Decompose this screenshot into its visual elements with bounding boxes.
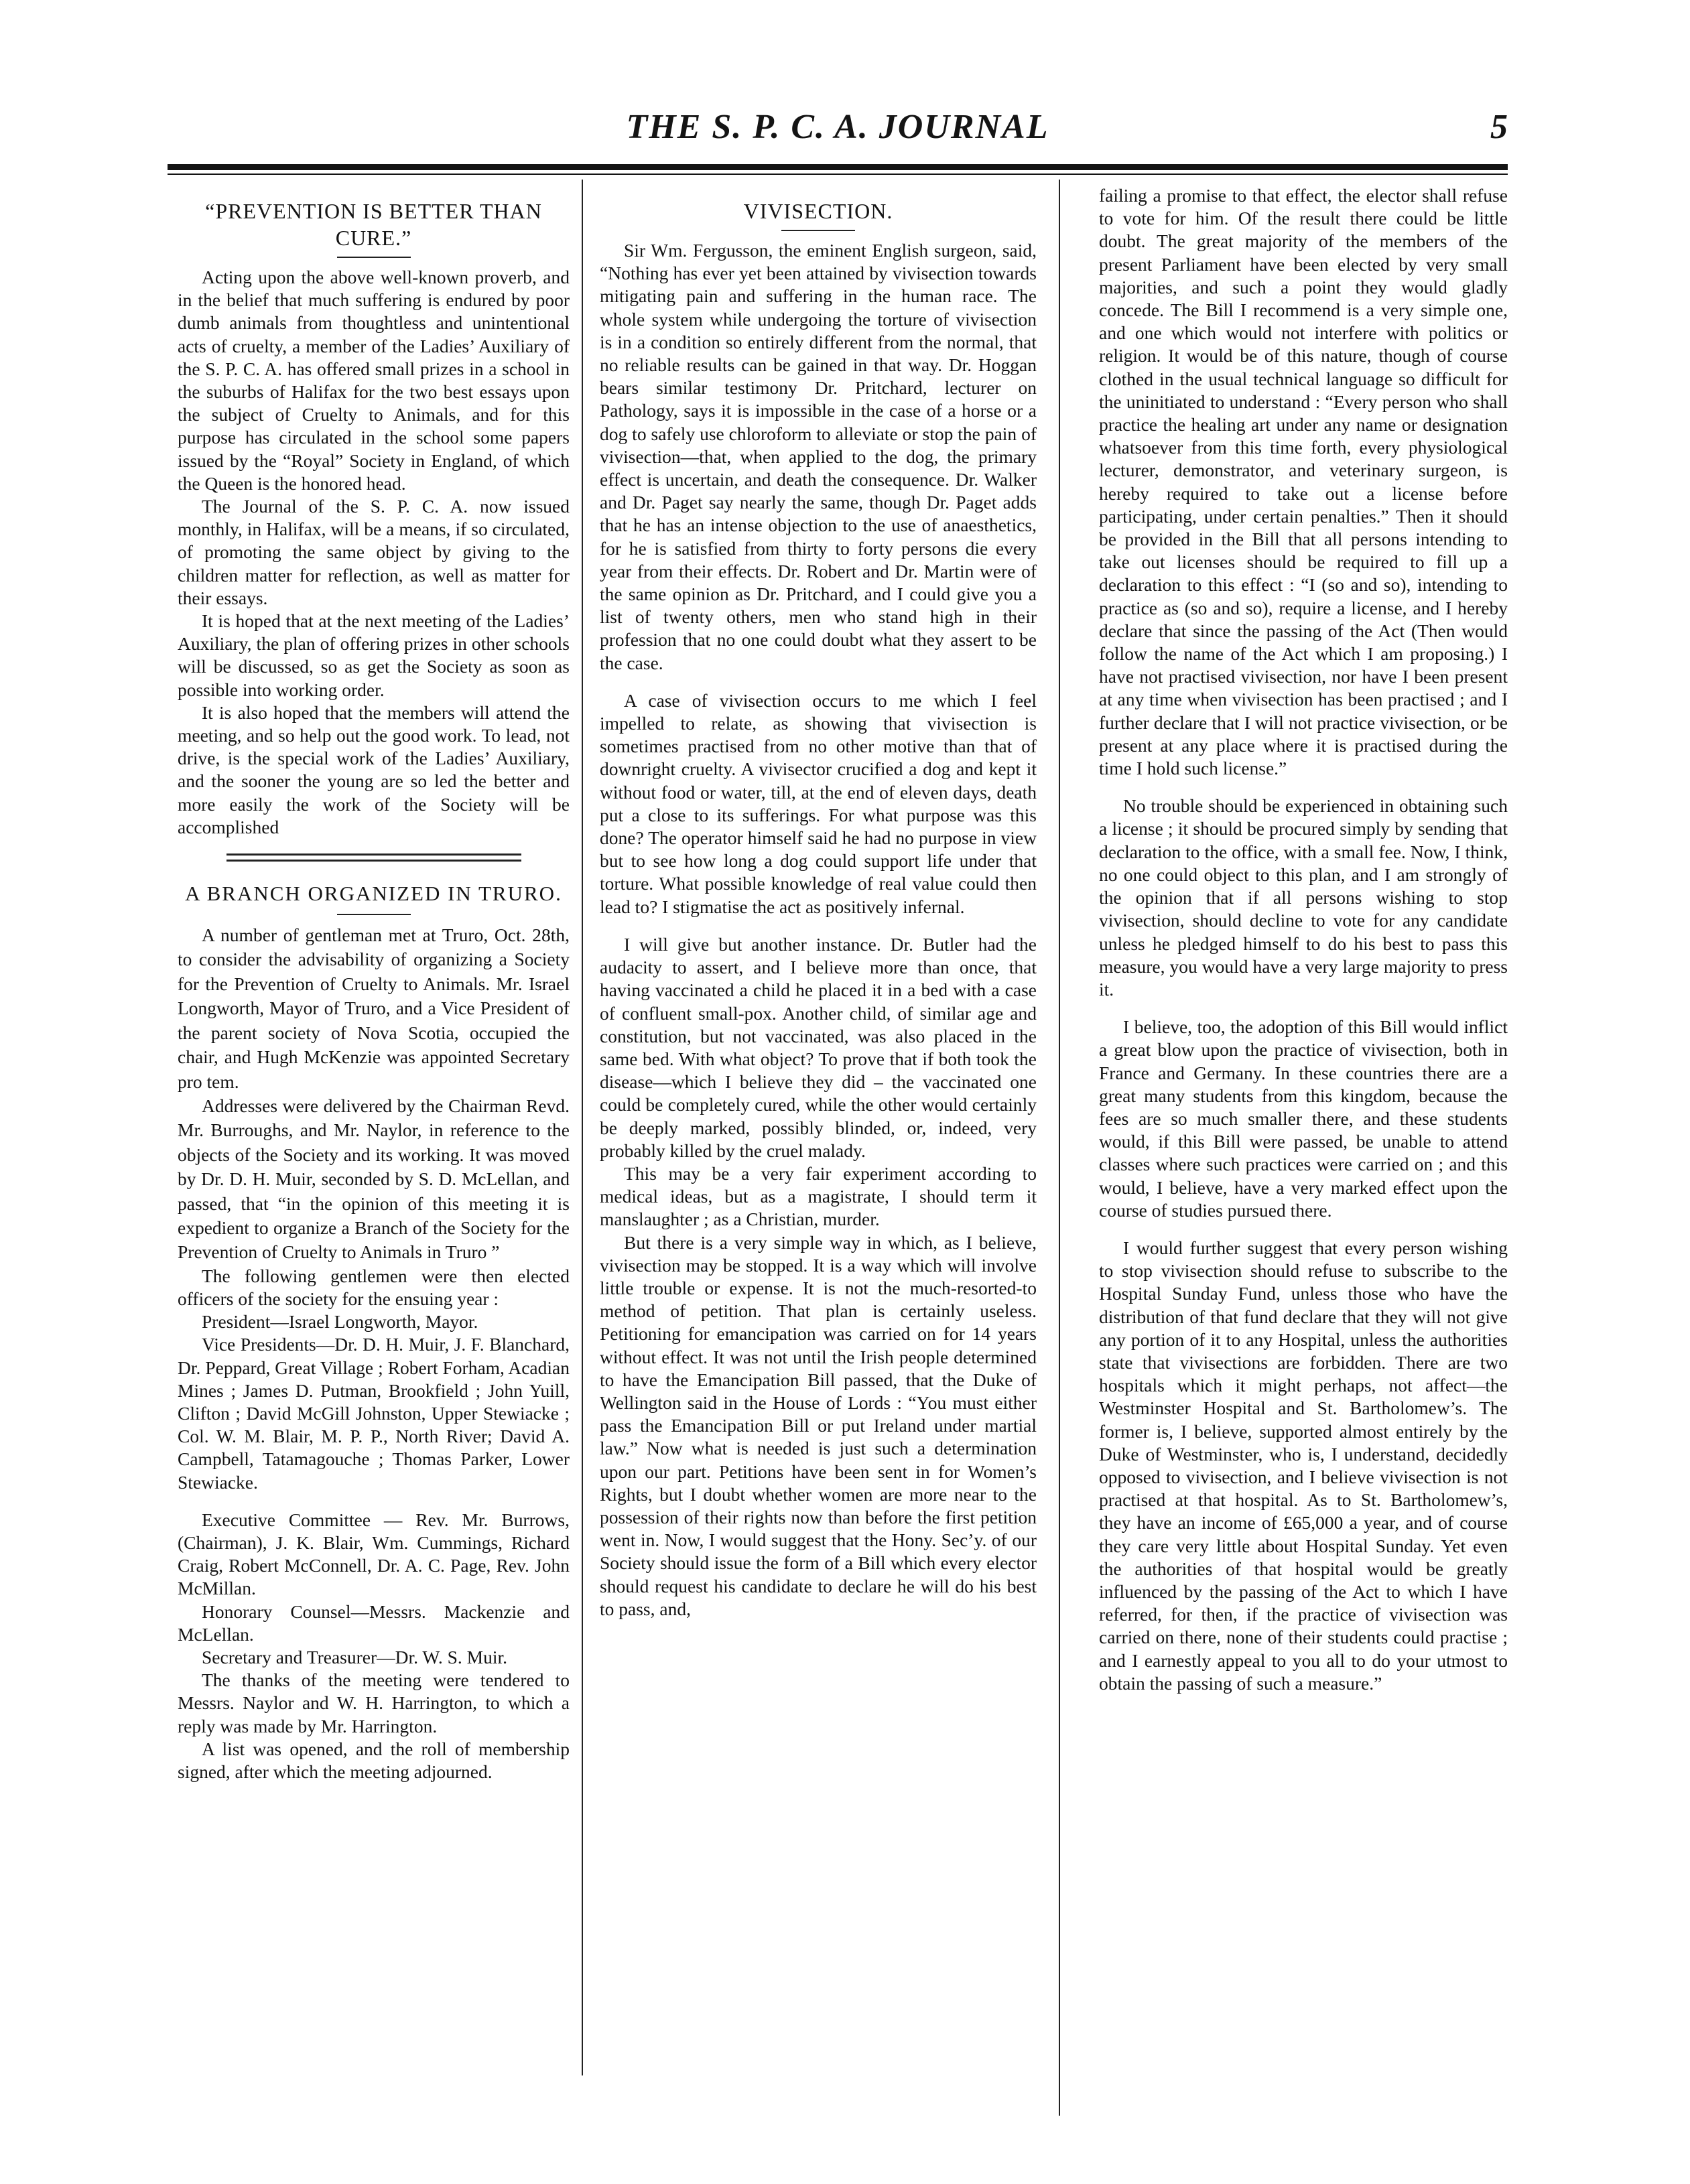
article-paragraph: Sir Wm. Fergusson, the eminent English surgeon, said, “Nothing has ever yet been attained by vivisection towards mitigating pain and suffering in the human race. The whole system while undergoing the torture of vivisection is in a condition so entirely different from the normal, that no reliable results can be gained in that way. Dr. Hoggan bears similar testimony Dr. Pritchard, lecturer on Pathology, says it is impossible in the case of a horse or a dog to safely use chloroform to alleviate or stop the pain of vivisection—that, when applied to the dog, the primary effect is uncertain, and death the consequence. Dr. Walker and Dr. Paget say nearly the same, though Dr. Paget adds that he has an intense objection to the use of anaesthetics, for he is satisfied from thirty to forty persons die every year from their effects. Dr. Robert and Dr. Martin were of the same opinion as Dr. Pritchard, and I could give you a list of twenty others, men who stand high in their profession that no one could doubt what they assert to be the case.: [600, 240, 1037, 673]
article-headline-prevention: “PREVENTION IS BETTER THAN CURE.”: [205, 199, 542, 250]
article-paragraph: The following gentlemen were then elected officers of the society for the ensuing year :: [178, 1265, 570, 1309]
page-number: 5: [1490, 108, 1508, 146]
truro-article-body: [178, 923, 570, 1265]
article-paragraph: I would further suggest that every person wishing to stop vivisection should refuse to subscribe to the Hospital Sunday Fund, unless those who have the distribution of that fund declare that they will not give any portion of it to any Hospital, unless the authorities state that vivisections are forbidden. There are two hospitals which it might perhaps, not affect—the Westminster Hospital and St. Bartholomew’s. The former is, I believe, supported almost entirely by the Duke of Westminster, who is, I understand, decidedly opposed to vivisection, and I believe vivisection is not practised at that hospital. As to St. Bartholomew’s, they have an income of £65,000 a year, and of course they care very little about Hospital Sunday. Yet even the authorities of that hospital would be greatly influenced by the passing of the Act to which I have referred, for then, if the practice of vivisection was carried on there, none of their students could practise ; and I earnestly appeal to you all to do your utmost to obtain the passing of such a measure.”: [1099, 1237, 1508, 1694]
header-rule-thick: [168, 164, 1508, 170]
section-divider: [226, 854, 521, 862]
article-headline-vivisection: VIVISECTION.: [743, 199, 893, 223]
journal-title: THE S. P. C. A. JOURNAL: [626, 108, 1049, 146]
headline-rule: [337, 914, 411, 915]
officer-list-item: President—Israel Longworth, Mayor.: [202, 1311, 478, 1333]
article-paragraph: I will give but another instance. Dr. Butler had the audacity to assert, and I believe more than once, that having vaccinated a child he placed it in a bed with a case of confluent small-pox. Another child, of similar age and constitution, but not vaccinated, was also placed in the same bed. With what object? To prove that if both took the disease—which I believe they did – the vaccinated one could be completely cured, while the other would certainly be deeply marked, possibly blinded, or, indeed, very probably killed by the cruel malady.: [600, 933, 1037, 1161]
officer-list-item: Honorary Counsel—Messrs. Mackenzie and McLellan.: [178, 1600, 570, 1645]
column-right: [1099, 184, 1508, 1695]
article-paragraph: It is hoped that at the next meeting of the Ladies’ Auxiliary, the plan of offering prizes in other schools will be discussed, so as get the Society as soon as possible into working order.: [178, 610, 570, 700]
article-paragraph: Addresses were delivered by the Chairman Revd. Mr. Burroughs, and Mr. Naylor, in reference to the objects of the Society and its working. It was moved by Dr. D. H. Muir, seconded by S. D. McLellan, and passed, that “in the opinion of this meeting it is expedient to organize a Branch of the Society for the Prevention of Cruelty to Animals in Truro ”: [178, 1095, 570, 1263]
article-paragraph: It is also hoped that the members will attend the meeting, and so help out the good work. To lead, not drive, is the special work of the Ladies’ Auxiliary, and the sooner the young are so led the better and more easily the work of the Society will be accomplished: [178, 701, 570, 837]
column-left: [178, 184, 570, 1783]
headline-rule: [781, 230, 855, 231]
column-divider: [582, 180, 583, 2075]
article-paragraph: failing a promise to that effect, the elector shall refuse to vote for him. Of the result there could be little doubt. The great majority of the members of the present Parliament have been elected by very small majorities, and such a point they would gladly concede. The Bill I recommend is a very simple one, and one which would not interfere with politics or religion. It would be of this nature, though of course clothed in the usual technical language so difficult for the uninitiated to understand : “Every person who shall practice the healing art under any name or designation whatsoever from this time forth, every physiological lecturer, demonstrator, and veterinary surgeon, is hereby required to take out a license before participating, under certain penalties.” Then it should be provided in the Bill that all persons intending to take out licenses should be required to fill up a declaration to this effect : “I (so and so), intending to practice as (so and so), require a license, and I hereby declare that since the passing of the Act (Then would follow the name of the Act which I am proposing.) I have not practised vivisection, nor have I been present at any time when vivisection has been practised ; and I further declare that I will not practice vivisection, or be present at any place where it is practised during the time I hold such license.”: [1099, 185, 1508, 779]
headline-rule: [337, 257, 411, 258]
article-paragraph: A list was opened, and the roll of membership signed, after which the meeting adjourned.: [178, 1738, 570, 1783]
article-headline-truro: A BRANCH ORGANIZED IN TRURO.: [185, 882, 562, 906]
article-paragraph: Acting upon the above well-known proverb, and in the belief that much suffering is endured by poor dumb animals from thoughtless and unintentional acts of cruelty, a member of the Ladies’ Auxiliary of the S. P. C. A. has offered small prizes in a school in the suburbs of Halifax for the two best essays upon the subject of Cruelty to Animals, and for this purpose has circulated in the school some papers issued by the “Royal” Society in England, of which the Queen is the honored head.: [178, 267, 570, 494]
masthead: [168, 107, 1508, 154]
article-paragraph: I believe, too, the adoption of this Bill would inflict a great blow upon the practice of vivisection, both in France and Germany. In these countries there are a great many students from this kingdom, because the fees are so much smaller there, and these students would, if this Bill were passed, be unable to attend classes where such practices were carried on ; and this would, I believe, have a very marked effect upon the course of studies pursued there.: [1099, 1016, 1508, 1221]
article-paragraph: This may be a very fair experiment according to medical ideas, but as a magistrate, I should term it manslaughter ; as a Christian, murder.: [600, 1162, 1037, 1230]
article-paragraph: A case of vivisection occurs to me which I feel impelled to relate, as showing that vivisection is sometimes practised from no other motive than that of downright cruelty. A vivisector crucified a dog and kept it without food or water, till, at the end of eleven days, death put a close to its sufferings. For what purpose was this done? The operator himself said he had no purpose in view but to see how long a dog could support life under that torture. What possible knowledge of real value could then lead to? I stigmatise the act as positively infernal.: [600, 689, 1037, 917]
column-divider: [1059, 180, 1060, 2116]
article-paragraph: A number of gentleman met at Truro, Oct. 28th, to consider the advisability of organizing a Society for the Prevention of Cruelty to Animals. Mr. Israel Longworth, Mayor of Truro, and a Vice President of the parent society of Nova Scotia, occupied the chair, and Hugh McKenzie was appointed Secretary pro tem.: [178, 925, 570, 1092]
article-paragraph: But there is a very simple way in which, as I believe, vivisection may be stopped. It is a way which will involve little trouble or expense. It is not the much-resorted-to method of petition. That plan is certainly useless. Petitioning for emancipation was carried on for 14 years without effect. It was not until the Irish people determined to have the Emancipation Bill passed, that the Duke of Wellington said in the House of Lords : “You must either pass the Emancipation Bill or put Ireland under martial law.” Now what is needed is just such a determination upon our part. Petitions have been sent in for Women’s Rights, but I doubt whether women are more near to the possession of their rights now than before the first petition went in. Now, I would suggest that the Hony. Sec’y. of our Society should issue the form of a Bill which every elector should request his candidate to declare he will do his best to pass, and,: [600, 1231, 1037, 1619]
officer-list-item: Vice Presidents—Dr. D. H. Muir, J. F. Blanchard, Dr. Peppard, Great Village ; Robert Forham, Acadian Mines ; James D. Putman, Brookfield ; John Yuill, Clifton ; David McGill Johnston, Upper Stewiacke ; Col. W. M. Blair, M. P. P., North River; David A. Campbell, Tatamagouche ; Thomas Parker, Lower Stewiacke.: [178, 1334, 570, 1493]
article-paragraph: No trouble should be experienced in obtaining such a license ; it should be procured simply by sending that declaration to the office, with a small fee. Now, I think, no one could object to this plan, and I am strongly of the opinion that if all persons wishing to stop vivisection, should decline to vote for any candidate unless he pledged himself to do his best to pass this measure, you would have a very large majority to press it.: [1099, 795, 1508, 1000]
officer-list-item: Executive Committee — Rev. Mr. Burrows, (Chairman), J. K. Blair, Wm. Cummings, Richard Craig, Robert McConnell, Dr. A. C. Page, Rev. John McMillan.: [178, 1509, 570, 1599]
article-paragraph: The Journal of the S. P. C. A. now issued monthly, in Halifax, will be a means, if so circulated, of promoting the same object by giving to the children matter for reflection, as well as matter for their essays.: [178, 496, 570, 608]
header-rule-thin: [168, 174, 1508, 175]
officer-list-item: Secretary and Treasurer—Dr. W. S. Muir.: [202, 1647, 507, 1668]
column-middle: [600, 184, 1037, 1621]
article-paragraph: The thanks of the meeting were tendered to Messrs. Naylor and W. H. Harrington, to which a reply was made by Mr. Harrington.: [178, 1669, 570, 1736]
